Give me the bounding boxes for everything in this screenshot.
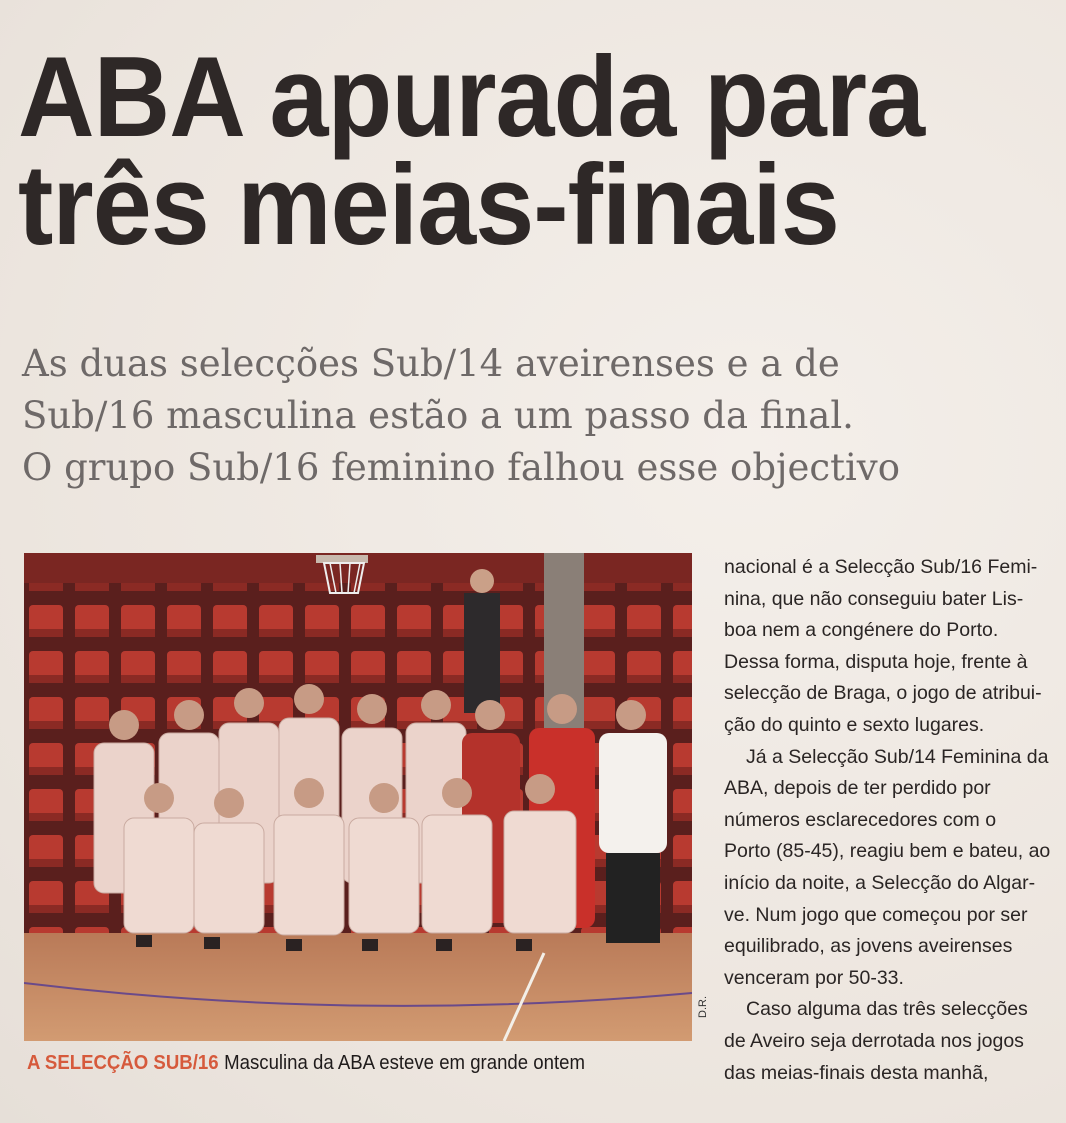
headline-line-1: ABA apurada para <box>18 34 925 161</box>
subhead-line-1: As duas selecções Sub/14 aveirenses e a de <box>22 342 840 385</box>
body-line: Já a Selecção Sub/14 Feminina da <box>746 745 1049 768</box>
body-line: Dessa forma, disputa hoje, frente à <box>724 650 1028 673</box>
body-line: nina, que não conseguiu bater Lis- <box>724 587 1024 610</box>
headline <box>18 34 985 269</box>
body-line: números esclarecedores com o <box>724 808 997 831</box>
subhead <box>22 338 1052 494</box>
body-line: Porto (85-45), reagiu bem e bateu, ao <box>724 840 1051 863</box>
article-body <box>724 552 1051 1089</box>
subhead-line-2: Sub/16 masculina estão a um passo da final. <box>22 394 854 437</box>
body-line: ção do quinto e sexto lugares. <box>724 713 985 736</box>
subhead-line-3: O grupo Sub/16 feminino falhou esse objectivo <box>22 446 900 489</box>
body-line: início da noite, a Selecção do Algar- <box>724 871 1036 894</box>
team-photo <box>24 553 692 1041</box>
body-line: de Aveiro seja derrotada nos jogos <box>724 1029 1024 1052</box>
body-line: equilibrado, as jovens aveirenses <box>724 935 1013 958</box>
body-line: das meias-finais desta manhã, <box>724 1061 989 1084</box>
headline-line-2: três meias-finais <box>18 142 839 269</box>
caption-lead: A SELECÇÃO SUB/16 <box>27 1052 219 1074</box>
body-line: nacional é a Selecção Sub/16 Femi- <box>724 556 1038 578</box>
body-line: ve. Num jogo que começou por ser <box>724 903 1028 926</box>
caption-text: Masculina da ABA esteve em grande ontem <box>224 1052 585 1074</box>
photo-credit: D.R. <box>697 996 709 1018</box>
body-line: boa nem a congénere do Porto. <box>724 619 999 642</box>
body-line: Caso alguma das três selecções <box>746 998 1028 1021</box>
photo-caption <box>27 1050 659 1076</box>
body-line: ABA, depois de ter perdido por <box>724 777 991 800</box>
body-line: venceram por 50-33. <box>724 966 904 989</box>
body-line: selecção de Braga, o jogo de atribui- <box>724 682 1042 705</box>
